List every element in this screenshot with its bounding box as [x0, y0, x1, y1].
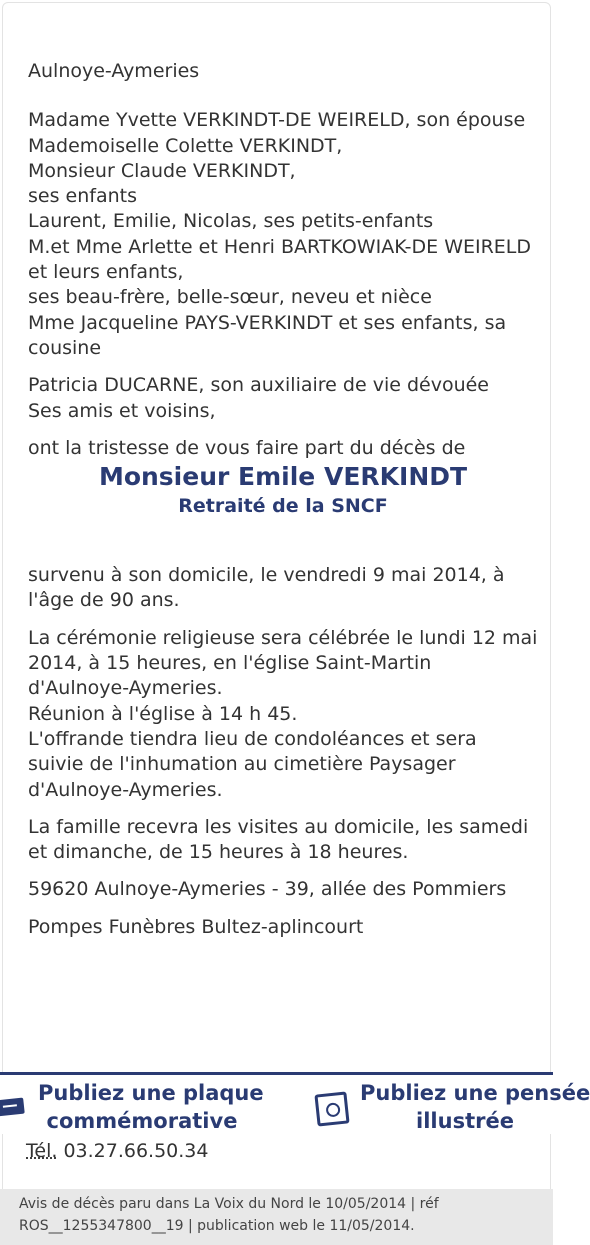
family-line: Monsieur Claude VERKINDT,	[28, 159, 296, 182]
publish-plaque-button[interactable]	[38, 1079, 264, 1135]
family-line: Mademoiselle Colette VERKINDT,	[28, 134, 343, 157]
phone-number[interactable]: 03.27.66.50.34	[63, 1140, 209, 1162]
death-details: survenu à son domicile, le vendredi 9 mai 2014, à l'âge de 90 ans.	[28, 564, 505, 612]
ceremony-line: Réunion à l'église à 14 h 45.	[28, 702, 298, 725]
ceremony-line: La cérémonie religieuse sera célébrée le lundi 12 mai 2014, à 15 heures, en l'église Saint-Martin d'Aulnoye-Aymeries.	[28, 626, 538, 700]
phone-contact	[26, 1138, 208, 1164]
visits-info: La famille recevra les visites au domicile, les samedi et dimanche, de 15 heures à 18 heures.	[28, 815, 529, 864]
publication-footer	[0, 1189, 553, 1245]
publish-thought-label-line1: Publiez une pensée	[360, 1081, 590, 1105]
plaque-icon[interactable]	[0, 1098, 25, 1117]
obituary-card	[2, 2, 551, 1243]
family-line: Madame Yvette VERKINDT-DE WEIRELD, son épouse	[28, 109, 526, 132]
funeral-home: Pompes Funèbres Bultez-aplincourt	[28, 915, 364, 938]
family-line: ses beau-frère, belle-sœur, neveu et nièce	[28, 286, 432, 309]
others-list	[28, 373, 538, 424]
publish-plaque-label-line2: commémorative	[46, 1109, 238, 1133]
deceased-name: Monsieur Emile VERKINDT	[98, 462, 468, 492]
publish-plaque-label-line1: Publiez une plaque	[38, 1081, 264, 1105]
ceremony-info	[28, 626, 538, 803]
family-line: et leurs enfants,	[28, 261, 184, 284]
action-bar	[0, 1072, 590, 1134]
announcement: ont la tristesse de vous faire part du décès de	[28, 436, 466, 459]
photo-icon[interactable]	[314, 1091, 349, 1126]
others-line: Ses amis et voisins,	[28, 399, 216, 422]
others-line: Patricia DUCARNE, son auxiliaire de vie dévouée	[28, 374, 489, 397]
address: 59620 Aulnoye-Aymeries - 39, allée des Pommiers	[28, 878, 507, 901]
family-list	[28, 108, 538, 361]
publication-info: Avis de décès paru dans La Voix du Nord le 10/05/2014 | réf ROS__1255347800__19 | publication web le 11/05/2014.	[19, 1196, 439, 1234]
deceased-title: Retraité de la SNCF	[178, 495, 388, 518]
family-line: Mme Jacqueline PAYS-VERKINDT et ses enfants, sa cousine	[28, 311, 507, 359]
family-line: ses enfants	[28, 185, 137, 208]
family-line: M.et Mme Arlette et Henri BARTKOWIAK-DE WEIRELD	[28, 235, 532, 258]
publish-thought-button[interactable]	[360, 1079, 590, 1135]
family-line: Laurent, Emilie, Nicolas, ses petits-enfants	[28, 210, 434, 233]
phone-label: Tél.	[26, 1140, 58, 1162]
location: Aulnoye-Aymeries	[28, 60, 200, 82]
ceremony-line: L'offrande tiendra lieu de condoléances et sera suivie de l'inhumation au cimetière Paysager d'Aulnoye-Aymeries.	[28, 727, 477, 801]
obituary-content	[28, 59, 538, 940]
publish-thought-label-line2: illustrée	[416, 1109, 514, 1133]
